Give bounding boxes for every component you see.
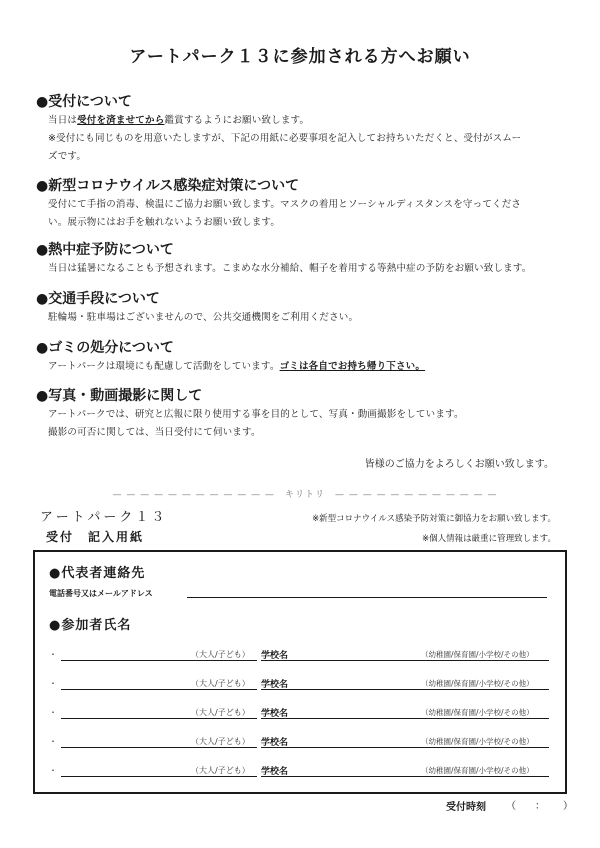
- body-text: 受付にて手指の消毒、検温にご協力お願い致します。マスクの着用とソーシャルディスタンスを守ってくださ: [48, 199, 522, 210]
- section-heading: ●熱中症予防について: [36, 242, 174, 258]
- body-text: い。展示物にはお手を触れないようお願い致します。: [48, 217, 281, 228]
- body-text: ズです。: [48, 151, 87, 162]
- body-text: 当日は猛暑になることも予想されます。こまめな水分補給、帽子を着用する等熱中症の予防をお願い致します。: [48, 263, 532, 274]
- participant-bullet: ・: [49, 766, 57, 775]
- section-heading: ●新型コロナウイルス感染症対策について: [36, 178, 300, 194]
- page-title: アートパーク１３に参加される方へお願い: [129, 47, 471, 67]
- body-text: 駐輪場・駐車場はございませんので、公共交通機関をご利用ください。: [48, 312, 359, 323]
- school-name-label: 学校名: [261, 709, 289, 719]
- school-name-label: 学校名: [261, 680, 289, 690]
- form-subtitle: 受付 記入用紙: [46, 530, 145, 544]
- privacy-note: ※個人情報は厳重に管理致します。: [422, 534, 556, 544]
- section-body: [48, 112, 576, 166]
- adult-child-label: （大人/子ども）: [191, 650, 250, 659]
- school-category-label: （幼稚園/保育園/小学校/その他）: [421, 679, 534, 688]
- participant-name-line[interactable]: [61, 776, 257, 777]
- section-line: [48, 424, 576, 442]
- section-transport: [36, 289, 576, 327]
- school-name-line[interactable]: [261, 718, 549, 719]
- section-line: [48, 196, 576, 214]
- adult-child-label: （大人/子ども）: [191, 708, 250, 717]
- time-colon: ：: [535, 801, 545, 812]
- participant-name-line[interactable]: [61, 718, 257, 719]
- participant-name-line[interactable]: [61, 689, 257, 690]
- section-line: [48, 260, 576, 278]
- section-heading: ●ゴミの処分について: [36, 340, 174, 356]
- time-close-paren: ）: [563, 801, 573, 812]
- adult-child-label: （大人/子ども）: [191, 766, 250, 775]
- emphasized-text: 受付を済ませてから: [77, 115, 165, 126]
- registration-form: [33, 550, 567, 794]
- adult-child-label: （大人/子ども）: [191, 679, 250, 688]
- participant-bullet: ・: [49, 708, 57, 717]
- school-name-line[interactable]: [261, 689, 549, 690]
- body-text: アートパークでは、研究と広報に限り使用する事を目的として、写真・動画撮影をしています。: [48, 409, 464, 420]
- participant-name-line[interactable]: [61, 660, 257, 661]
- section-garbage: [36, 338, 576, 376]
- section-line: [48, 358, 576, 376]
- section-body: [48, 260, 576, 278]
- body-text: アートパークは環境にも配慮して活動をしています。: [48, 361, 280, 372]
- form-title: アートパーク１３: [40, 510, 168, 525]
- body-text: 撮影の可否に関しては、当日受付にて伺います。: [48, 427, 261, 438]
- section-covid: [36, 176, 576, 232]
- section-reception: [36, 92, 576, 166]
- time-open-paren: （: [506, 801, 516, 812]
- school-name-label: 学校名: [261, 651, 289, 661]
- school-name-line[interactable]: [261, 660, 549, 661]
- emphasized-text: ゴミは各自でお持ち帰り下さい。: [279, 361, 426, 372]
- representative-heading: ●代表者連絡先: [49, 566, 146, 581]
- school-name-label: 学校名: [261, 738, 289, 748]
- section-line: [48, 112, 576, 130]
- adult-child-label: （大人/子ども）: [191, 737, 250, 746]
- section-line: [48, 214, 576, 232]
- section-body: [48, 309, 576, 327]
- section-photo: [36, 386, 576, 442]
- participant-bullet: ・: [49, 737, 57, 746]
- section-line: [48, 309, 576, 327]
- school-category-label: （幼稚園/保育園/小学校/その他）: [421, 737, 534, 746]
- contact-input-line[interactable]: [187, 597, 547, 598]
- participant-bullet: ・: [49, 650, 57, 659]
- school-category-label: （幼稚園/保育園/小学校/その他）: [421, 650, 534, 659]
- school-name-line[interactable]: [261, 776, 549, 777]
- school-category-label: （幼稚園/保育園/小学校/その他）: [421, 708, 534, 717]
- section-line: [48, 130, 576, 148]
- school-category-label: （幼稚園/保育園/小学校/その他）: [421, 766, 534, 775]
- section-heading: ●写真・動画撮影に関して: [36, 388, 203, 404]
- section-line: [48, 148, 576, 166]
- body-text: 鑑賞するようにお願い致します。: [164, 115, 310, 126]
- participant-bullet: ・: [49, 679, 57, 688]
- participant-name-line[interactable]: [61, 747, 257, 748]
- participants-heading: ●参加者氏名: [49, 618, 132, 633]
- cut-line: — — — — — — — — — — — — キリトリ — — — — — — — — — — — —: [112, 490, 498, 500]
- reception-time-label: 受付時刻: [446, 802, 486, 813]
- closing-text: 皆様のご協力をよろしくお願い致します。: [364, 459, 554, 470]
- section-body: [48, 196, 576, 232]
- body-text: ※受付にも同じものを用意いたしますが、下記の用紙に必要事項を記入してお持ちいただくと、受付がスムー: [48, 133, 522, 144]
- body-text: 当日は: [48, 115, 78, 126]
- school-name-line[interactable]: [261, 747, 549, 748]
- section-heatstroke: [36, 240, 576, 278]
- contact-label: 電話番号又はメールアドレス: [49, 589, 153, 598]
- covid-note: ※新型コロナウイルス感染予防対策に御協力をお願い致します。: [312, 514, 556, 524]
- section-heading: ●交通手段について: [36, 291, 160, 307]
- section-body: [48, 406, 576, 442]
- section-body: [48, 358, 576, 376]
- school-name-label: 学校名: [261, 767, 289, 777]
- section-heading: ●受付について: [36, 94, 132, 110]
- section-line: [48, 406, 576, 424]
